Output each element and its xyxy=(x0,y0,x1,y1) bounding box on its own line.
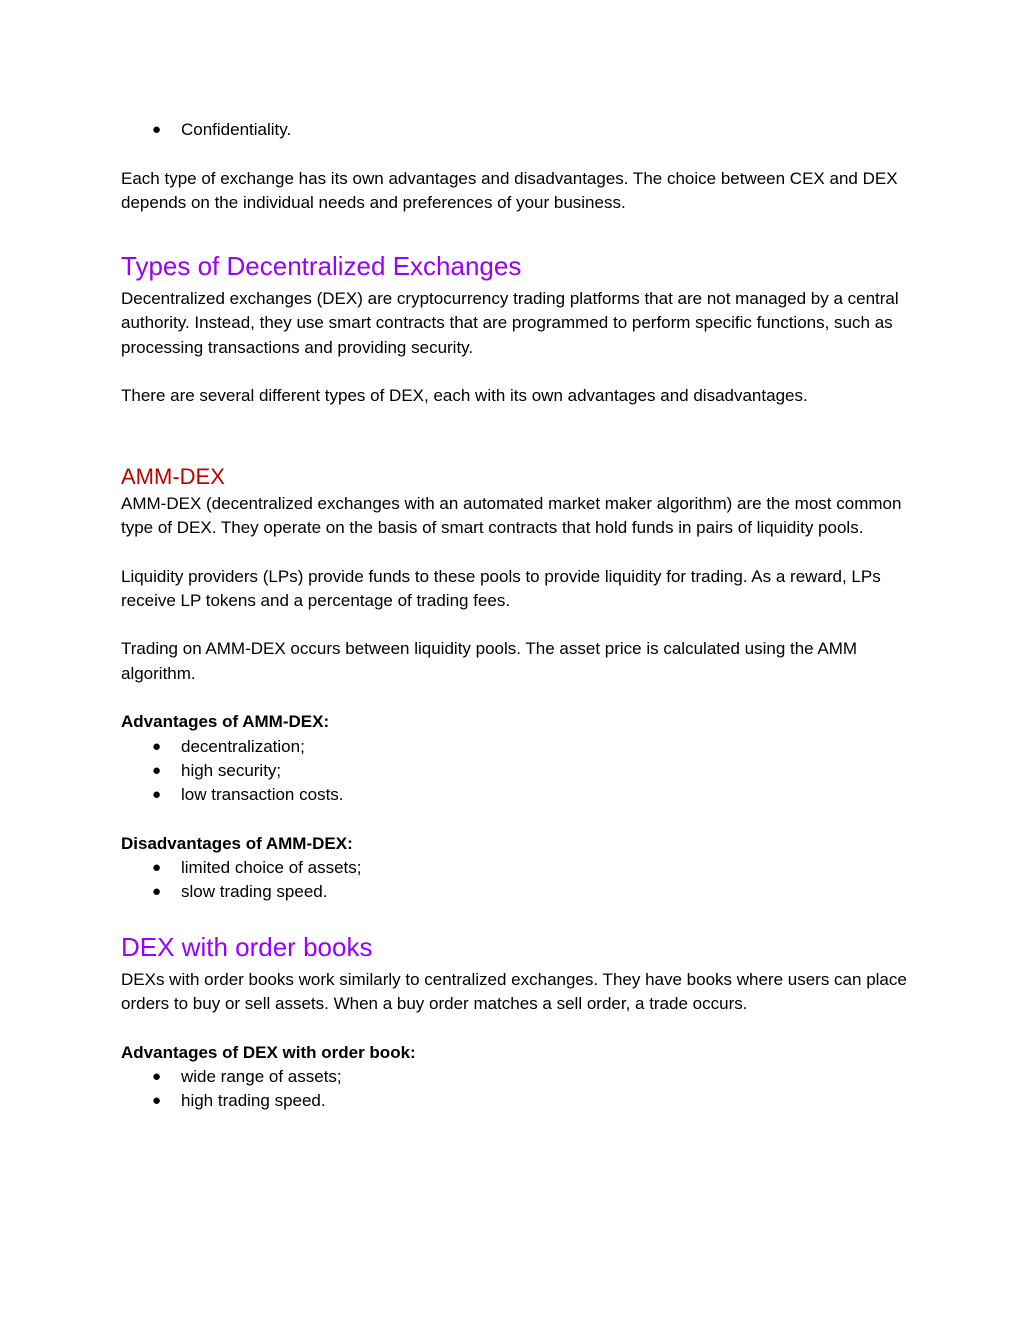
amm-advantages-label: Advantages of AMM-DEX: xyxy=(121,712,330,732)
types-paragraph-1: Decentralized exchanges (DEX) are cryptocurrency trading platforms that are not managed by a central authority. Instead, they use smart contracts that are programmed to perform specific functions, such as processing transactions and providing security. xyxy=(121,289,899,357)
list-item: ● Confidentiality. xyxy=(121,118,911,142)
amm-disadvantages-label: Disadvantages of AMM-DEX: xyxy=(121,833,353,853)
orderbook-advantages-label: Advantages of DEX with order book: xyxy=(121,1042,416,1062)
list-item: ● high trading speed. xyxy=(121,1089,911,1113)
amm-paragraph-2: Liquidity providers (LPs) provide funds to these pools to provide liquidity for trading. As a reward, LPs receive LP tokens and a percentage of trading fees. xyxy=(121,566,881,610)
bullet-icon: ● xyxy=(152,786,162,804)
bullet-icon: ● xyxy=(152,883,162,901)
list-item: ● low transaction costs. xyxy=(121,783,911,807)
list-item: ● limited choice of assets; xyxy=(121,856,911,880)
list-item: ● high security; xyxy=(121,759,911,783)
list-item: ● decentralization; xyxy=(121,735,911,759)
bullet-icon: ● xyxy=(152,1067,162,1085)
bullet-icon: ● xyxy=(152,737,162,755)
orderbook-paragraph-1: DEXs with order books work similarly to centralized exchanges. They have books where users can place orders to buy or sell assets. When a buy order matches a sell order, a trade occurs. xyxy=(121,969,907,1014)
types-heading: Types of Decentralized Exchanges xyxy=(121,251,522,282)
bullet-icon: ● xyxy=(152,121,162,138)
bullet-icon: ● xyxy=(152,761,162,779)
amm-heading: AMM-DEX xyxy=(121,463,225,489)
list-item: ● wide range of assets; xyxy=(121,1065,911,1089)
document-page xyxy=(121,118,911,1114)
amm-disadvantages-list xyxy=(121,856,911,905)
types-paragraph-2: There are several different types of DEX, each with its own advantages and disadvantages. xyxy=(121,386,808,406)
list-item: ● slow trading speed. xyxy=(121,880,911,904)
orderbook-advantages-list xyxy=(121,1065,911,1114)
amm-advantages-list xyxy=(121,735,911,808)
bullet-icon: ● xyxy=(152,1092,162,1110)
bullet-icon: ● xyxy=(152,859,162,877)
amm-paragraph-3: Trading on AMM-DEX occurs between liquidity pools. The asset price is calculated using the AMM algorithm. xyxy=(121,639,858,683)
intro-paragraph: Each type of exchange has its own advantages and disadvantages. The choice between CEX and DEX depends on the individual needs and preferences of your business. xyxy=(121,168,898,212)
orderbook-heading: DEX with order books xyxy=(121,931,373,962)
amm-paragraph-1: AMM-DEX (decentralized exchanges with an automated market maker algorithm) are the most common type of DEX. They operate on the basis of smart contracts that hold funds in pairs of liquidity pools. xyxy=(121,493,902,537)
intro-list xyxy=(121,118,911,142)
